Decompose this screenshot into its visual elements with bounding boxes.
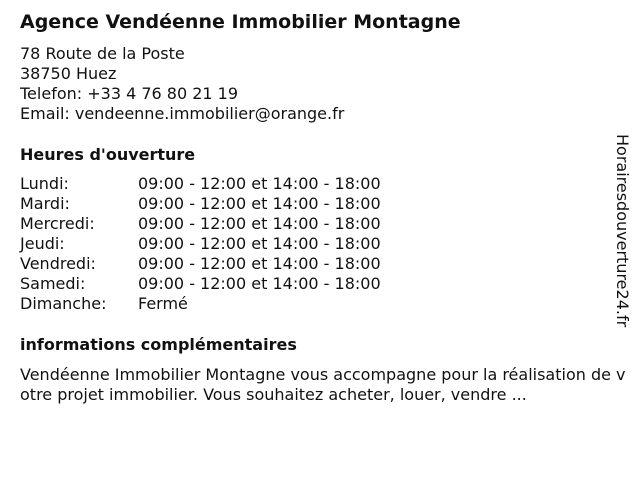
hours-day: Mardi: (20, 194, 70, 213)
phone-line: Telefon: +33 4 76 80 21 19 (20, 84, 239, 103)
additional-info-heading: informations complémentaires (20, 335, 297, 354)
hours-day: Dimanche: (20, 294, 107, 313)
hours-time: 09:00 - 12:00 et 14:00 - 18:00 (138, 274, 381, 293)
hours-row-friday (20, 254, 381, 274)
additional-info-text: Vendéenne Immobilier Montagne vous accompagne pour la réalisation de votre projet immobilier. Vous souhaitez acheter, louer, vendre ... (20, 365, 626, 404)
opening-hours-heading: Heures d'ouverture (20, 145, 196, 164)
hours-day: Lundi: (20, 174, 69, 193)
hours-time: 09:00 - 12:00 et 14:00 - 18:00 (138, 214, 381, 233)
street-address: 78 Route de la Poste (20, 44, 185, 63)
hours-time: Fermé (138, 294, 188, 313)
hours-row-saturday (20, 274, 381, 294)
hours-time: 09:00 - 12:00 et 14:00 - 18:00 (138, 234, 381, 253)
hours-day: Jeudi: (20, 234, 65, 253)
hours-day: Mercredi: (20, 214, 95, 233)
agency-title: Agence Vendéenne Immobilier Montagne (20, 11, 461, 33)
hours-time: 09:00 - 12:00 et 14:00 - 18:00 (138, 254, 381, 273)
hours-row-thursday (20, 234, 381, 254)
hours-row-wednesday (20, 214, 381, 234)
hours-time: 09:00 - 12:00 et 14:00 - 18:00 (138, 194, 381, 213)
site-watermark: Horairesdouverture24.fr (613, 134, 632, 328)
hours-time: 09:00 - 12:00 et 14:00 - 18:00 (138, 174, 381, 193)
hours-day: Samedi: (20, 274, 86, 293)
opening-hours-table (20, 174, 381, 314)
email-line: Email: vendeenne.immobilier@orange.fr (20, 104, 345, 123)
hours-row-monday (20, 174, 381, 194)
hours-row-sunday (20, 294, 381, 314)
address-block (20, 44, 344, 124)
hours-day: Vendredi: (20, 254, 96, 273)
hours-row-tuesday (20, 194, 381, 214)
postal-city: 38750 Huez (20, 64, 117, 83)
